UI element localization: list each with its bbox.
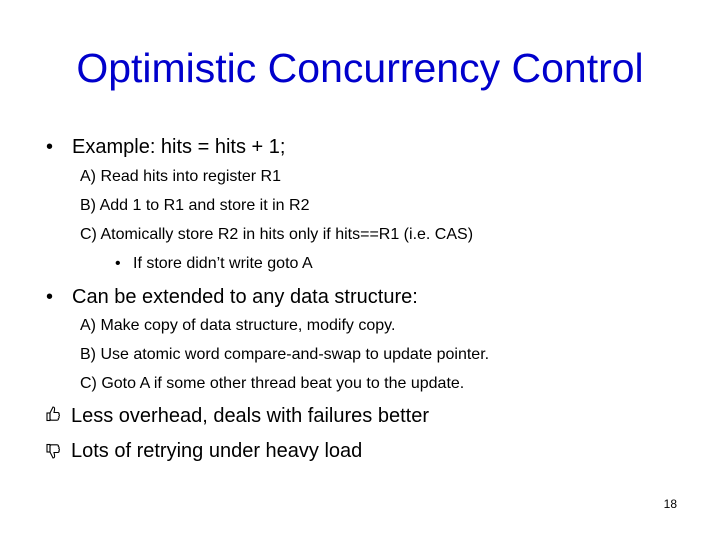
extended-step-a: A) Make copy of data structure, modify copy. [80,317,396,334]
bullet-dot: • [46,286,54,308]
thumbs-up-icon [45,405,61,425]
example-step-b: B) Add 1 to R1 and store it in R2 [80,197,310,214]
slide-title: Optimistic Concurrency Control [76,45,644,91]
sub-bullet-dot: • [115,255,121,272]
example-sub-bullet [115,254,313,274]
pro-text: Less overhead, deals with failures better [71,405,429,427]
example-step-c: C) Atomically store R2 in hits only if hits==R1 (i.e. CAS) [80,226,474,243]
thumbs-down-icon [45,440,61,460]
bullet-example [46,135,285,159]
con-text: Lots of retrying under heavy load [71,440,363,462]
bullet-example-text: Example: hits = hits + 1; [72,136,286,158]
page-number: 18 [663,497,677,511]
bullet-extended-text: Can be extended to any data structure: [72,286,418,308]
extended-step-b: B) Use atomic word compare-and-swap to update pointer. [80,346,490,363]
bullet-extended [46,285,418,309]
example-sub-text: If store didn’t write goto A [133,255,313,272]
example-step-a: A) Read hits into register R1 [80,168,281,185]
extended-step-c: C) Goto A if some other thread beat you to the update. [80,375,465,392]
bullet-dot: • [46,136,54,158]
